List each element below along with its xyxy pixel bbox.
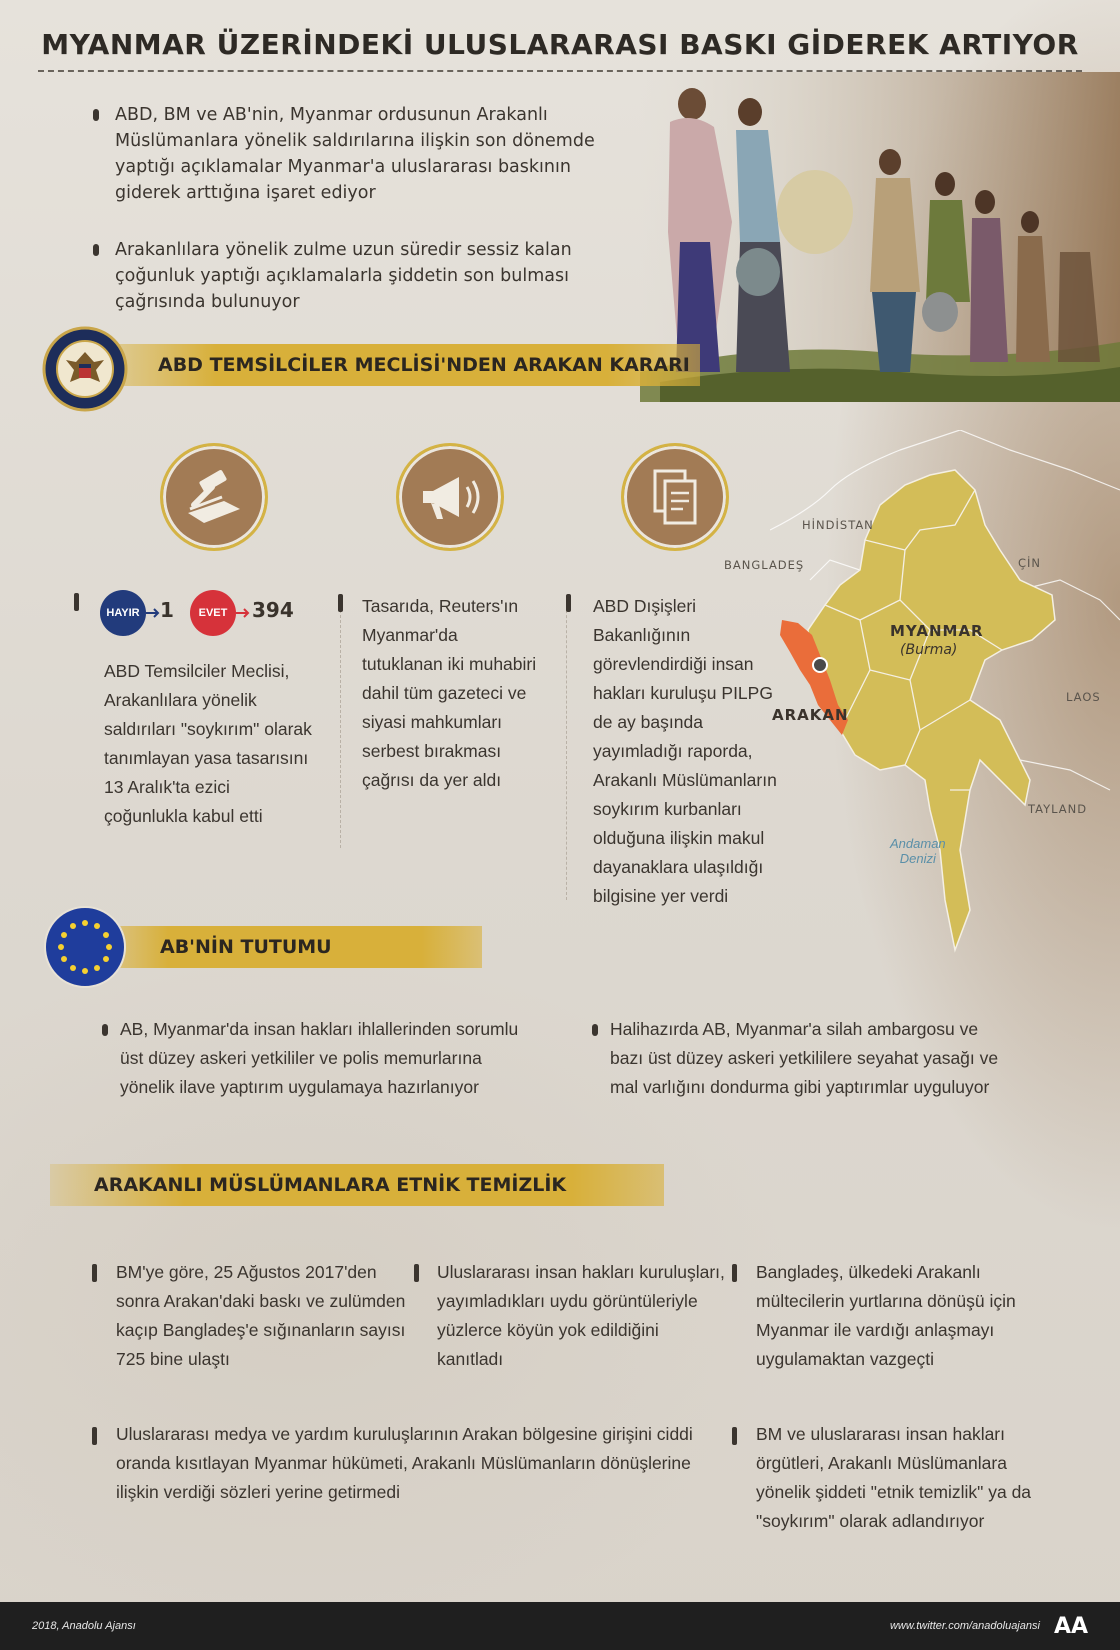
bullet-marker [93, 244, 99, 256]
section2-right-bullet [610, 1015, 1010, 1102]
column-marker [566, 594, 571, 612]
page-title: MYANMAR ÜZERİNDEKİ ULUSLARARASI BASKI GİDEREK ARTIYOR [41, 28, 1079, 61]
documents-circle [621, 443, 729, 551]
section-heading-band [80, 926, 482, 968]
refugees-photo [640, 72, 1120, 402]
arrow-icon [236, 606, 252, 620]
section2-left-text: AB, Myanmar'da insan hakları ihlallerinden sorumlu üst düzey askeri yetkililer ve polis memurlarına yönelik ilave yaptırım uygulamaya hazırlanıyor [120, 1019, 519, 1097]
footer-right-group [890, 1614, 1088, 1639]
vote-no-badge: HAYIR [100, 590, 146, 636]
column-marker [74, 593, 79, 611]
map-label-india: HİNDİSTAN [802, 518, 874, 532]
intro-bullet-2 [115, 237, 635, 315]
section-heading-band [80, 344, 700, 386]
intro-bullet-1 [115, 102, 635, 206]
section3-item-4: Uluslararası medya ve yardım kuruluşlarının Arakan bölgesine girişini ciddi oranda kısıtlayan Myanmar hükümeti, Arakanlı Müslümanların dönüşlerine ilişkin verdiği sözleri yerine getirmedi [116, 1424, 693, 1502]
bullet-marker [102, 1024, 108, 1036]
map-label-china: ÇİN [1018, 556, 1042, 570]
column-marker [92, 1427, 97, 1445]
map-label-sea-line1: Andaman [890, 836, 946, 851]
section2-left-bullet [120, 1015, 540, 1102]
section3-heading: ARAKANLI MÜSLÜMANLARA ETNİK TEMİZLİK [94, 1174, 567, 1196]
arakan-marker-icon [813, 658, 827, 672]
anadolu-logo-icon: AA [1053, 1613, 1088, 1639]
map-label-andaman-sea [890, 836, 946, 866]
map-label-myanmar: MYANMAR [890, 622, 984, 640]
eu-flag-icon [44, 906, 126, 988]
section3-item-5: BM ve uluslararası insan hakları örgütleri, Arakanlı Müslümanlara yönelik şiddeti "etnik temizlik" ya da "soykırım" olarak adlandırıyor [756, 1424, 1032, 1531]
vote-no-count: 1 [160, 598, 174, 622]
bullet-marker [93, 109, 99, 121]
section1-col1-text: ABD Temsilciler Meclisi, Arakanlılara yönelik saldırıları "soykırım" olarak tanımlayan yasa tasarısını 13 Aralık'ta ezici çoğunlukla kabul etti [104, 661, 312, 826]
map-label-sea-line2: Denizi [899, 851, 936, 866]
section1-heading: ABD TEMSİLCİLER MECLİSİ'NDEN ARAKAN KARARI [158, 354, 690, 376]
map-label-arakan: ARAKAN [772, 706, 849, 724]
megaphone-icon [415, 471, 485, 523]
footer [0, 1602, 1120, 1650]
section1-col3-text: ABD Dışişleri Bakanlığının görevlendirdiği insan hakları kuruluşu PILPG de ay başında yayımladığı raporda, Arakanlı Müslümanların soykırım kurbanları olduğuna ilişkin makul dayanaklara ulaşıldığı bilgisine yer verdi [593, 596, 777, 906]
gavel-icon [182, 469, 246, 525]
gavel-circle [160, 443, 268, 551]
map-label-thailand: TAYLAND [1028, 802, 1088, 816]
section3-item-3: Bangladeş, ülkedeki Arakanlı mültecilerin yurtlarına dönüşü için Myanmar ile vardığı anlaşmayı uygulamaktan vazgeçti [756, 1262, 1016, 1369]
column-divider [566, 600, 567, 900]
column-marker [732, 1427, 737, 1445]
footer-twitter-link[interactable]: www.twitter.com/anadoluajansi [889, 1620, 1040, 1632]
section-heading-band [50, 1164, 664, 1206]
intro-text-1: ABD, BM ve AB'nin, Myanmar ordusunun Arakanlı Müslümanlara yönelik saldırılarına ilişkin son dönemde yaptığı açıklamalar Myanmar'a uluslararası baskının giderek arttığına işaret ediyor [115, 105, 595, 203]
column-divider [340, 600, 341, 848]
section1-col2-text: Tasarıda, Reuters'ın Myanmar'da tutuklanan iki muhabiri dahil tüm gazeteci ve siyasi mahkumları serbest bırakması çağrısı da yer aldı [362, 596, 537, 790]
bullet-marker [592, 1024, 598, 1036]
vote-yes-group [190, 590, 310, 636]
section2-heading: AB'NİN TUTUMU [160, 936, 332, 958]
map-label-burma: (Burma) [900, 642, 958, 658]
us-house-seal-icon [42, 326, 128, 412]
map-label-laos: LAOS [1066, 690, 1101, 704]
vote-yes-badge: EVET [190, 590, 236, 636]
section2-right-text: Halihazırda AB, Myanmar'a silah ambargosu ve bazı üst düzey askeri yetkililere seyahat yasağı ve mal varlığını dondurma gibi yaptırımlar uyguluyor [610, 1019, 999, 1097]
column-marker [414, 1264, 419, 1282]
footer-copyright: 2018, Anadolu Ajansı [32, 1620, 136, 1632]
map-label-bangladesh: BANGLADEŞ [724, 558, 805, 572]
section3-item-2: Uluslararası insan hakları kuruluşları, yayımladıkları uydu görüntüleriyle yüzlerce köyün yok edildiğini kanıtladı [437, 1262, 725, 1369]
megaphone-circle [396, 443, 504, 551]
vote-yes-count: 394 [252, 598, 294, 622]
column-marker [338, 594, 343, 612]
intro-text-2: Arakanlılara yönelik zulme uzun süredir sessiz kalan çoğunluk yaptığı açıklamalarla şiddetin son bulması çağrısında bulunuyor [115, 240, 572, 312]
column-marker [92, 1264, 97, 1282]
section3-item-1: BM'ye göre, 25 Ağustos 2017'den sonra Arakan'daki baskı ve zulümden kaçıp Bangladeş'e sığınanların sayısı 725 bine ulaştı [116, 1262, 406, 1369]
column-marker [732, 1264, 737, 1282]
documents-icon [649, 467, 701, 527]
